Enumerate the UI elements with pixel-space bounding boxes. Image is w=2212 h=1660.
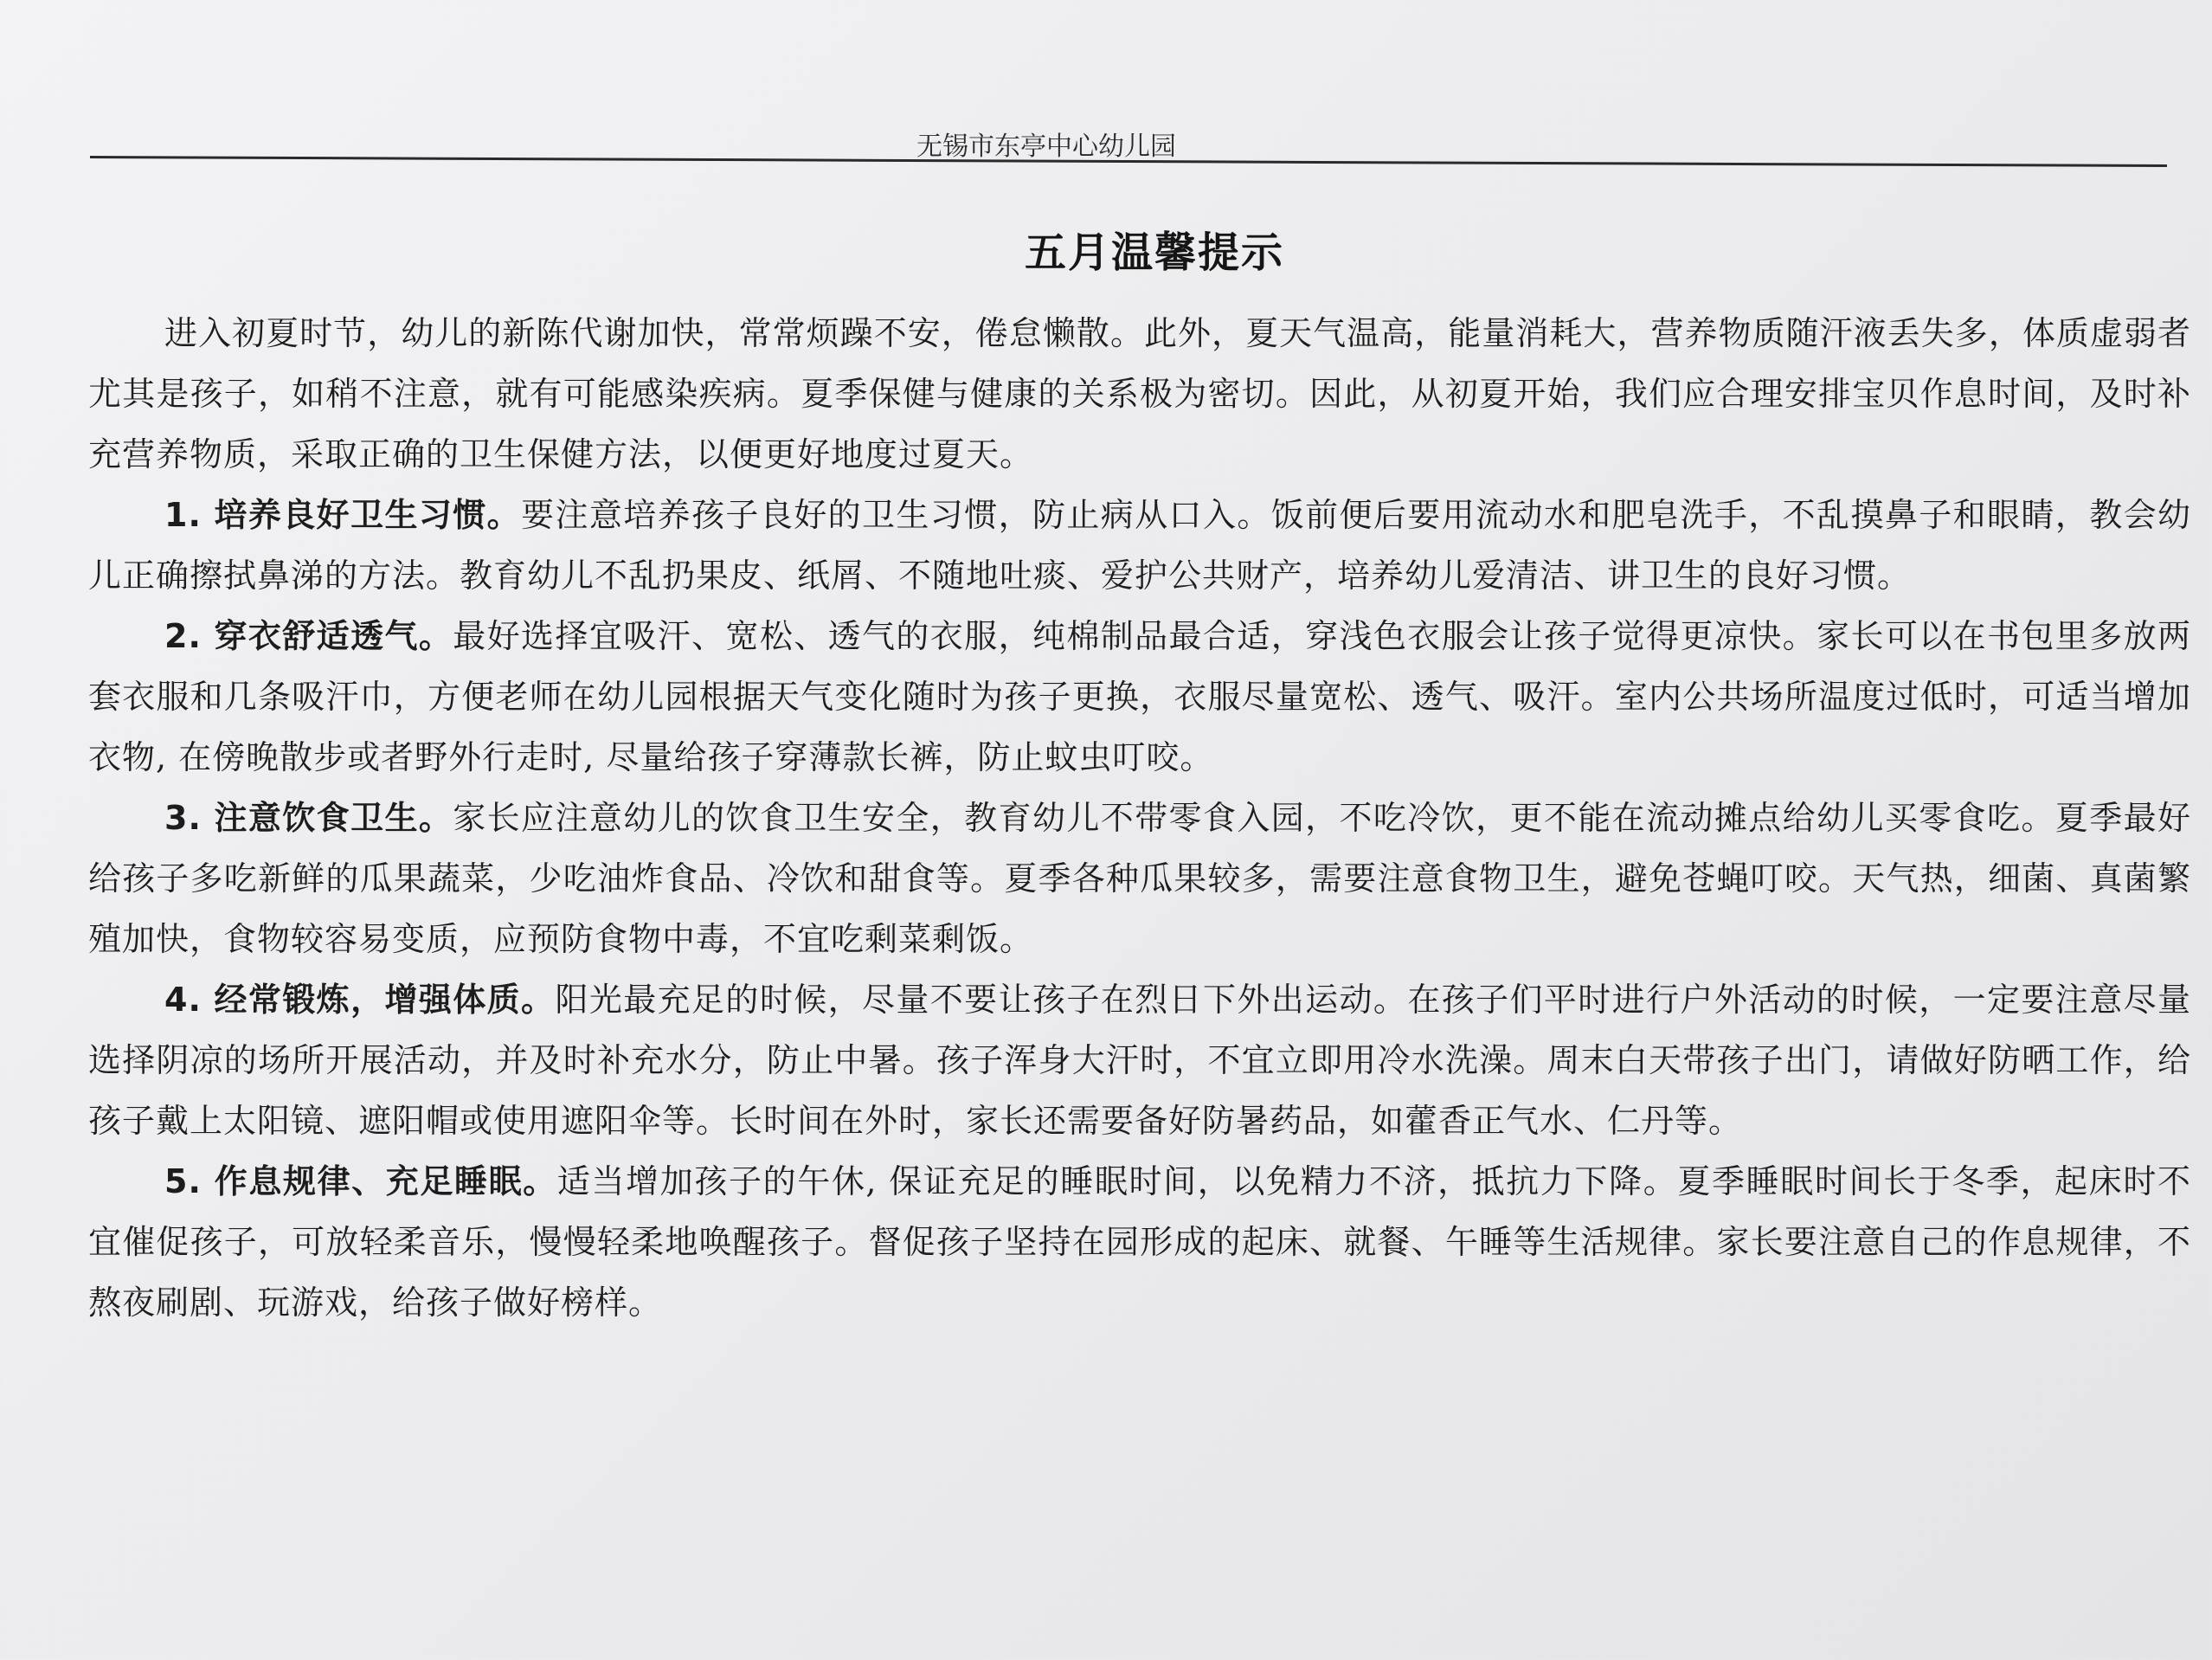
document-title: 五月温馨提示 bbox=[1024, 228, 1284, 277]
section-paragraph-2 bbox=[88, 606, 2191, 788]
section-paragraph-1 bbox=[88, 485, 2191, 606]
section-heading-1: 1. 培养良好卫生习惯。 bbox=[164, 496, 522, 534]
section-text-2: 最好选择宜吸汗、宽松、透气的衣服，纯棉制品最合适，穿浅色衣服会让孩子觉得更凉快。家长可以在书包里多放两套衣服和几条吸汗巾，方便老师在幼儿园根据天气变化随时为孩子更换，衣服尽量宽松、透气、吸汗。室内公共场所温度过低时，可适当增加衣物, 在傍晚散步或者野外行走时, 尽量给孩子穿薄款长裤，防止蚊虫叮咬。 bbox=[88, 617, 2191, 776]
document-body bbox=[88, 303, 2191, 1333]
section-heading-3: 3. 注意饮食卫生。 bbox=[164, 799, 453, 837]
section-paragraph-4 bbox=[88, 969, 2191, 1151]
organization-name: 无锡市东亭中心幼儿园 bbox=[916, 132, 1176, 162]
intro-paragraph: 进入初夏时节，幼儿的新陈代谢加快，常常烦躁不安，倦怠懒散。此外，夏天气温高，能量消耗大，营养物质随汗液丢失多，体质虚弱者尤其是孩子，如稍不注意，就有可能感染疾病。夏季保健与健康的关系极为密切。因此，从初夏开始，我们应合理安排宝贝作息时间，及时补充营养物质，采取正确的卫生保健方法，以便更好地度过夏天。 bbox=[88, 314, 2191, 473]
section-paragraph-5 bbox=[88, 1151, 2191, 1333]
section-paragraph-3 bbox=[88, 788, 2191, 969]
section-text-3: 家长应注意幼儿的饮食卫生安全，教育幼儿不带零食入园，不吃冷饮，更不能在流动摊点给幼儿买零食吃。夏季最好给孩子多吃新鲜的瓜果蔬菜，少吃油炸食品、冷饮和甜食等。夏季各种瓜果较多，需要注意食物卫生，避免苍蝇叮咬。天气热，细菌、真菌繁殖加快，食物较容易变质，应预防食物中毒，不宜吃剩菜剩饭。 bbox=[88, 799, 2191, 958]
section-text-5: 适当增加孩子的午休, 保证充足的睡眠时间，以免精力不济，抵抗力下降。夏季睡眠时间长于冬季，起床时不宜催促孩子，可放轻柔音乐，慢慢轻柔地唤醒孩子。督促孩子坚持在园形成的起床、就餐、午睡等生活规律。家长要注意自己的作息规律，不熬夜刷剧、玩游戏，给孩子做好榜样。 bbox=[88, 1162, 2191, 1322]
section-text-4: 阳光最充足的时候，尽量不要让孩子在烈日下外出运动。在孩子们平时进行户外活动的时候，一定要注意尽量选择阴凉的场所开展活动，并及时补充水分，防止中暑。孩子浑身大汗时，不宜立即用冷水洗澡。周末白天带孩子出门，请做好防晒工作，给孩子戴上太阳镜、遮阳帽或使用遮阳伞等。长时间在外时，家长还需要备好防暑药品，如藿香正气水、仁丹等。 bbox=[88, 981, 2191, 1140]
section-text-1: 要注意培养孩子良好的卫生习惯，防止病从口入。饭前便后要用流动水和肥皂洗手，不乱摸鼻子和眼睛，教会幼儿正确擦拭鼻涕的方法。教育幼儿不乱扔果皮、纸屑、不随地吐痰、爱护公共财产，培养幼儿爱清洁、讲卫生的良好习惯。 bbox=[88, 496, 2191, 595]
section-heading-4: 4. 经常锻炼，增强体质。 bbox=[164, 981, 556, 1019]
section-heading-2: 2. 穿衣舒适透气。 bbox=[164, 617, 453, 655]
page-header bbox=[90, 130, 2167, 182]
section-heading-5: 5. 作息规律、充足睡眠。 bbox=[164, 1162, 557, 1200]
